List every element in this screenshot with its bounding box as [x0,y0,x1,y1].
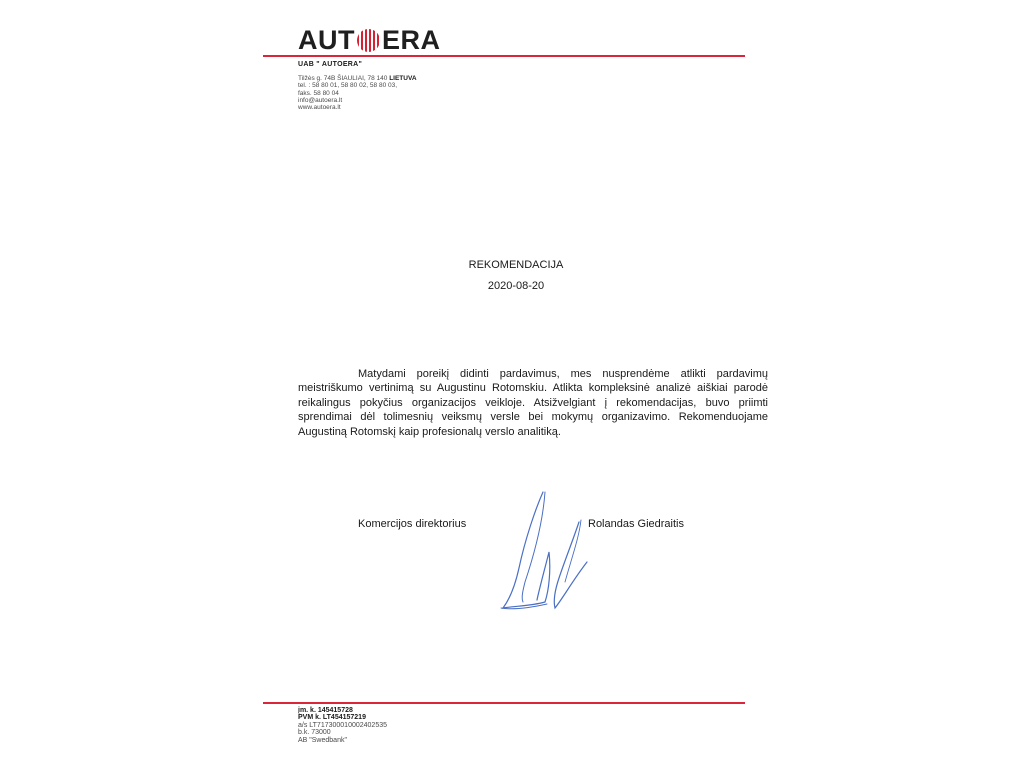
website-text: www.autoera.lt [298,104,341,112]
company-footer [298,707,387,744]
company-code: įm. k. 145415728 [298,707,353,714]
document-date: 2020-08-20 [487,280,545,292]
signer-name: Rolandas Giedraitis [588,518,684,530]
bank-account: a/s LT717300010002402535 [298,721,388,729]
logo-text-right: ERA [382,25,441,55]
address-line: faks. 58 80 04 [298,89,339,97]
header-divider [263,55,745,57]
bank-code: b.k. 73000 [298,729,331,737]
bank-name: AB "Swedbank" [298,736,347,744]
handwritten-signature [495,490,605,620]
recommendation-body: Matydami poreikį didinti pardavimus, mes nusprendėme atlikti pardavimų meistriškumo vertinimą su Augustinu Rotomskiu. Atlikta kompleksinė analizė aiškiai parodė reikalingus pokyčius organizacijos veikloje. Atsižvelgiant į rekomendacijas, buvo priimti sprendimai dėl tolimesnių veiksmų versle bei mokymų organizavimo. Rekomenduojame Augustiną Rotomskį kaip profesionalų verslo analitiką. [298,368,768,438]
footer-divider [263,702,745,704]
address-line: tel. : 58 80 01, 58 80 02, 58 80 03, [298,82,398,90]
company-name: UAB " AUTOERA" [298,61,363,68]
document-title: REKOMENDACIJA [468,259,564,271]
email-text: info@autoera.lt [298,96,343,104]
country: LIETUVA [389,75,417,82]
vat-code: PVM k. LT454157219 [298,714,366,722]
signer-role: Komercijos direktorius [358,518,467,530]
logo-circle-icon [357,29,380,52]
logo-text-left: AUT [298,25,355,55]
address-line: Tilžės g. 74B ŠIAULIAI, 78 140 LIETUVA [298,75,417,82]
company-address [298,75,417,111]
company-logo [298,26,441,54]
